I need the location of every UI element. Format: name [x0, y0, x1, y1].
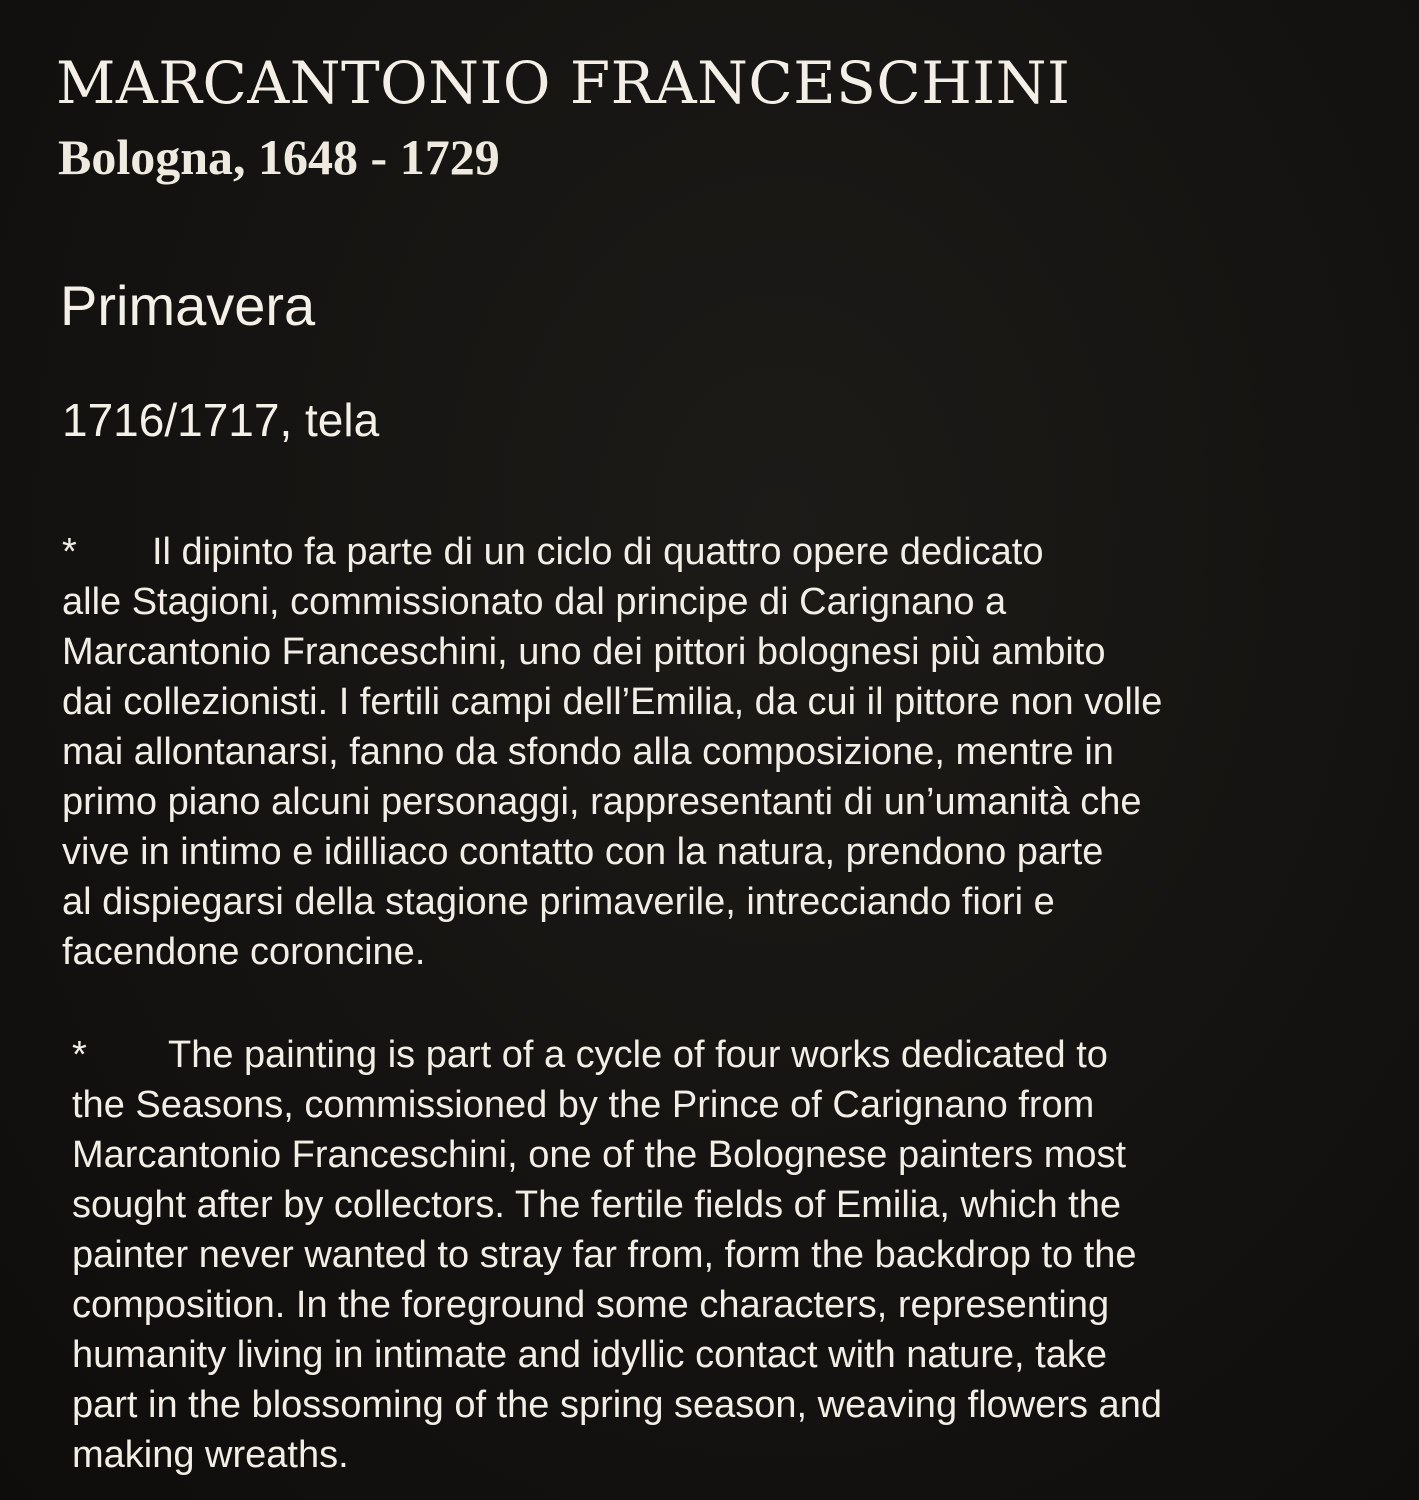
description-line: mai allontanarsi, fanno da sfondo alla composizione, mentre in [62, 731, 1114, 773]
description-line: composition. In the foreground some characters, representing [72, 1284, 1110, 1326]
description-line: part in the blossoming of the spring season, weaving flowers and [72, 1384, 1162, 1426]
description-line: Marcantonio Franceschini, uno dei pittori bolognesi più ambito [62, 631, 1106, 673]
description-line: painter never wanted to stray far from, form the backdrop to the [72, 1234, 1137, 1276]
artist-name: MARCANTONIO FRANCESCHINI [56, 49, 1071, 117]
paragraph-marker: * [72, 1034, 87, 1076]
artwork-title: Primavera [60, 274, 316, 337]
artist-birthplace-dates: Bologna, 1648 - 1729 [58, 129, 500, 185]
description-line: facendone coroncine. [62, 931, 426, 973]
description-line: dai collezionisti. I fertili campi dell’Emilia, da cui il pittore non volle [62, 681, 1163, 723]
description-line: alle Stagioni, commissionato dal principe di Carignano a [62, 581, 1007, 623]
description-line: making wreaths. [72, 1434, 349, 1476]
description-italian [62, 527, 1362, 977]
description-line: * Il dipinto fa parte di un ciclo di quattro opere dedicato [62, 527, 1362, 577]
description-line: the Seasons, commissioned by the Prince of Carignano from [72, 1084, 1095, 1126]
description-line: humanity living in intimate and idyllic contact with nature, take [72, 1334, 1107, 1376]
description-line: * The painting is part of a cycle of four works dedicated to [72, 1030, 1372, 1080]
description-line: Marcantonio Franceschini, one of the Bolognese painters most [72, 1134, 1127, 1176]
description-line: al dispiegarsi della stagione primaverile, intrecciando fiori e [62, 881, 1055, 923]
description-english [72, 1030, 1372, 1480]
description-line: sought after by collectors. The fertile fields of Emilia, which the [72, 1184, 1122, 1226]
paragraph-marker: * [62, 531, 77, 573]
artwork-date-medium: 1716/1717, tela [62, 394, 380, 446]
description-line: vive in intimo e idilliaco contatto con la natura, prendono parte [62, 831, 1104, 873]
description-line: primo piano alcuni personaggi, rappresentanti di un’umanità che [62, 781, 1142, 823]
